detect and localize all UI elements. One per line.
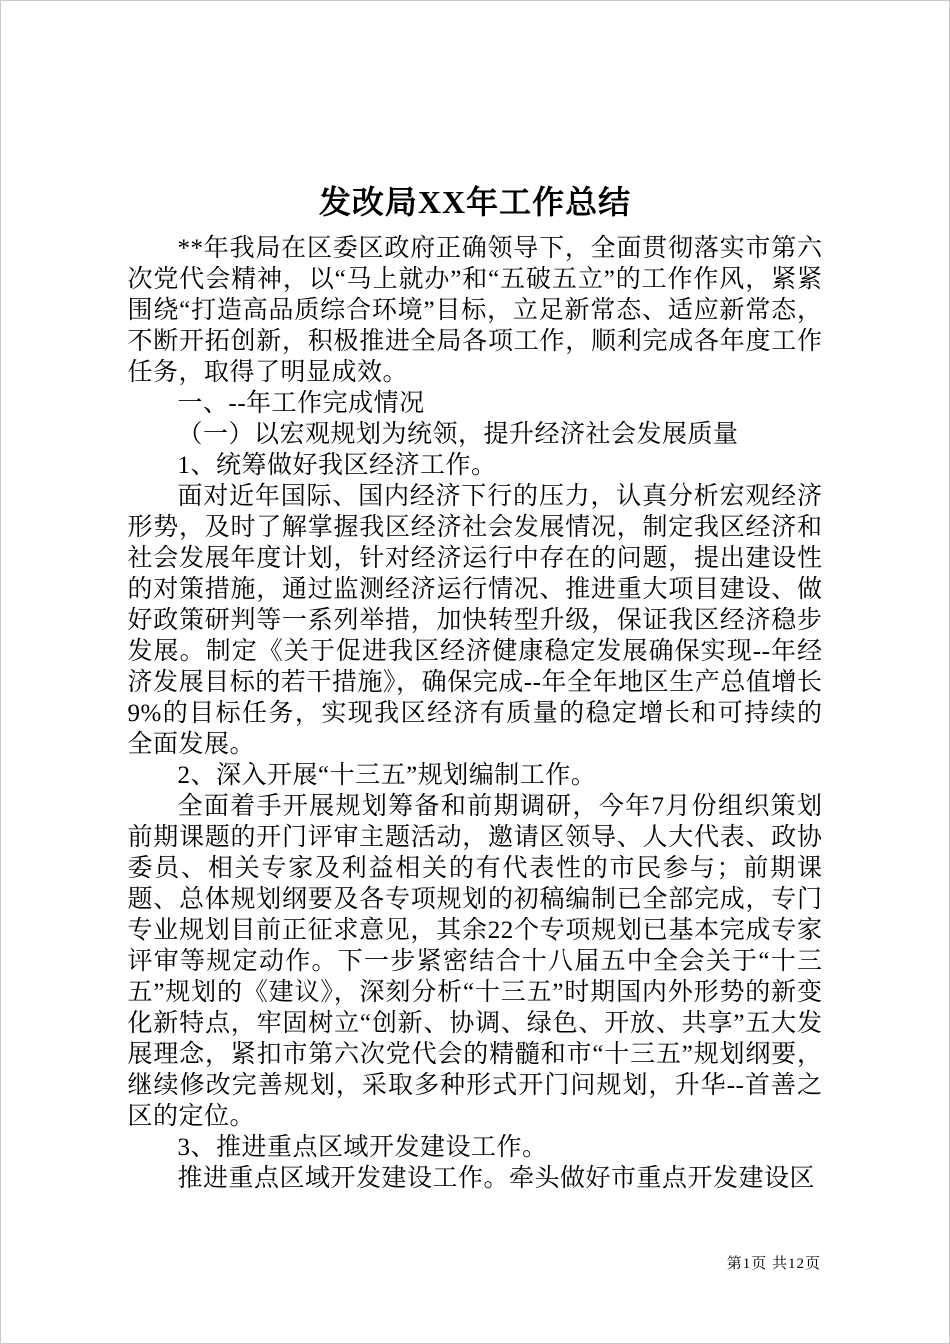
heading-item-2: 2、深入开展“十三五”规划编制工作。 bbox=[177, 762, 597, 790]
heading-item-1: 1、统筹做好我区经济工作。 bbox=[177, 452, 497, 480]
heading-item-3: 3、推进重点区域开发建设工作。 bbox=[177, 1134, 548, 1162]
paragraph-item-3: 推进重点区域开发建设工作。牵头做好市重点开发建设区 bbox=[177, 1165, 816, 1193]
paragraph-item-2: 全面着手开展规划筹备和前期调研，今年7月份组织策划前期课题的开门评审主题活动，邀请区领导、人大代表、政协委员、相关专家及利益相关的有代表性的市民参与；前期课题、总体规划纲要及各专项规划的初稿编制已全部完成，专门专业规划目前正征求意见，其余22个专项规划已基本完成专家评审等规定动作。下一步紧密结合十八届五中全会关于“十三五”规划的《建议》，深刻分析“十三五”时期国内外形势的新变化新特点，牢固树立“创新、协调、绿色、开放、共享”五大发展理念，紧扣市第六次党代会的精髓和市“十三五”规划纲要，继续修改完善规划，采取多种形式开门问规划，升华--首善之区的定位。 bbox=[127, 793, 823, 1131]
paragraph-item-1: 面对近年国际、国内经济下行的压力，认真分析宏观经济形势，及时了解掌握我区经济社会发展情况，制定我区经济和社会发展年度计划，针对经济运行中存在的问题，提出建设性的对策措施，通过监测经济运行情况、推进重大项目建设、做好政策研判等一系列举措，加快转型升级，保证我区经济稳步发展。制定《关于促进我区经济健康稳定发展确保实现--年经济发展目标的若干措施》，确保完成--年全年地区生产总值增长9%的目标任务，实现我区经济有质量的稳定增长和可持续的全面发展。 bbox=[127, 483, 823, 759]
document-body bbox=[128, 233, 823, 1194]
page-footer bbox=[727, 1252, 821, 1273]
page-number-label: 第1页 共12页 bbox=[726, 1256, 821, 1272]
document-title: 发改局XX年工作总结 bbox=[318, 184, 632, 220]
heading-section-1: 一、--年工作完成情况 bbox=[177, 390, 425, 418]
heading-subsection-1: （一）以宏观规划为统领，提升经济社会发展质量 bbox=[177, 421, 739, 449]
paragraph-intro: **年我局在区委区政府正确领导下，全面贯彻落实市第六次党代会精神，以“马上就办”和“五破五立”的工作作风，紧紧围绕“打造高品质综合环境”目标，立足新常态、适应新常态，不断开拓创新，积极推进全局各项工作，顺利完成各年度工作任务，取得了明显成效。 bbox=[127, 235, 823, 387]
